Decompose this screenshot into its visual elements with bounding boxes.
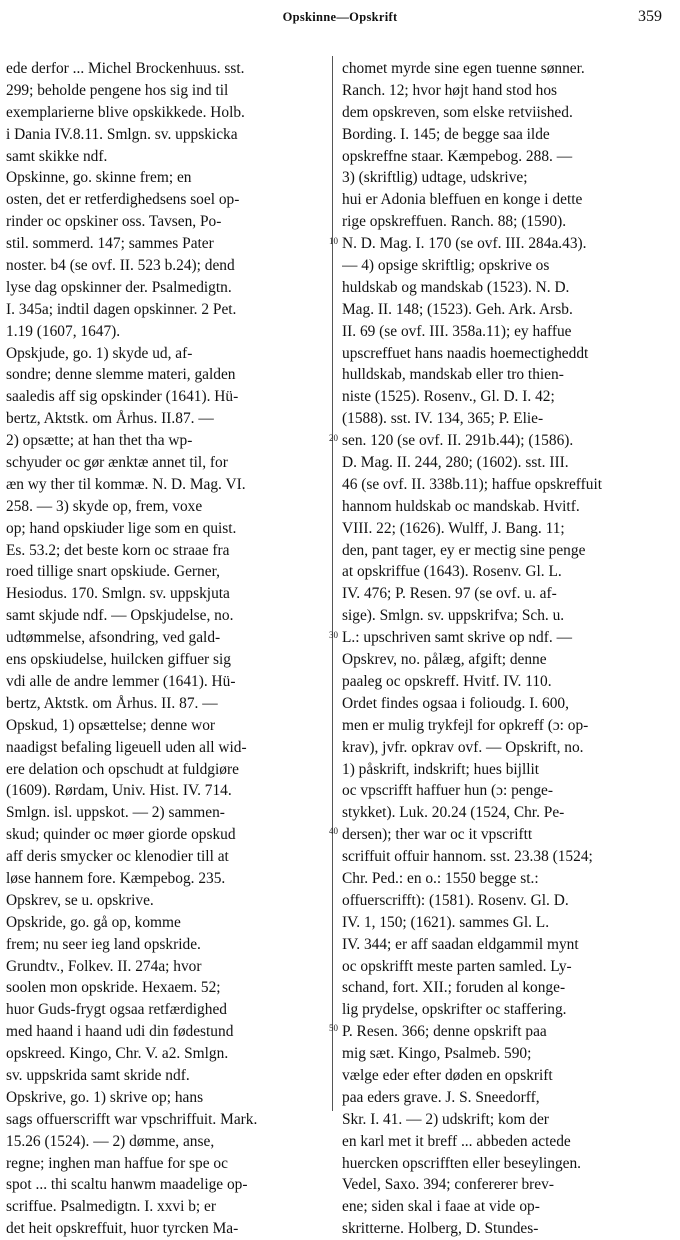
text-line: frem; nu seer ieg land opskride. [6,935,201,953]
text-line: ede derfor ... Michel Brockenhuus. sst. [6,60,245,77]
text-line: huldskab og mandskab (1523). N. D. [342,278,570,296]
text-line: saaledis aff sig opskinder (1641). Hü- [6,388,239,406]
text-line: lig prydelse, opskrifter oc staffering. [342,1001,567,1019]
text-line: paaleg oc opskreff. Hvitf. IV. 110. [342,672,552,690]
running-head [0,4,680,32]
text-line: naadigst befaling ligeuell uden all wid- [6,738,247,756]
text-line: æn wy ther til kommæ. N. D. Mag. VI. [6,475,246,493]
text-line: exemplarierne blive opskikkede. Holb. [6,103,245,121]
text-line: 3) (skriftlig) udtage, udskrive; [342,169,528,187]
text-line: Mag. II. 148; (1523). Geh. Ark. Arsb. [342,300,573,318]
running-title: Opskinne—Opskrift [282,10,398,24]
text-line: skritterne. Holberg, D. Stundes- [342,1220,539,1238]
line-marker: 30 [329,630,338,640]
text-line: IV. 1, 150; (1621). sammes Gl. L. [342,913,550,931]
text-line: med haand i haand udi din fødestund [6,1023,234,1041]
text-line: 1) påskrift, indskrift; hues bijllit [342,760,540,778]
text-line: upscreffuet hans naadis hoemectigheddt [342,344,589,362]
text-line: Opskud, 1) opsættelse; denne wor [6,716,216,734]
text-line: hannom huldskab oc mandskab. Hvitf. [342,497,580,515]
text-line: sen. 120 (se ovf. II. 291b.44); (1586). [342,432,574,450]
text-line: Ranch. 12; hvor højt hand stod hos [342,81,558,99]
text-line: samt skikke ndf. [6,147,108,165]
text-line: huercken opscrifften eller beseylingen. [342,1154,582,1172]
text-line: oc vpscrifft haffuer hun (ɔ: penge- [342,782,553,800]
text-line: Opskride, go. gå op, komme [6,913,181,931]
text-line: offuerscrifft): (1581). Rosenv. Gl. D. [342,891,569,909]
line-marker: 10 [329,236,338,246]
line-marker: 20 [329,433,338,443]
text-line: ene; siden skal i faae at vide op- [342,1198,540,1216]
text-line: paa eders grave. J. S. Sneedorff, [342,1088,540,1106]
text-line: 258. — 3) skyde op, frem, voxe [6,497,203,515]
text-line: II. 69 (se ovf. III. 358a.11); ey haffue [342,322,572,340]
text-line: op; hand opskiuder lige som en quist. [6,519,237,537]
text-line: Ordet findes ogsaa i folioudg. I. 600, [342,694,569,712]
text-line: løse hannem fore. Kæmpebog. 235. [6,869,226,887]
text-line: osten, det er retferdighedsens soel op- [6,191,240,209]
text-line: Vedel, Saxo. 394; confererer brev- [342,1176,554,1194]
text-line: spot ... thi scaltu hanwm maadelige op- [6,1176,248,1194]
text-line: Smlgn. isl. uppskot. — 2) sammen- [6,804,225,822]
text-line: IV. 476; P. Resen. 97 (se ovf. u. af- [342,585,557,603]
text-line: niste (1525). Rosenv., Gl. D. I. 42; [342,388,555,406]
text-line: schyuder oc gør ænktæ annet til, for [6,454,228,472]
text-line: Hesiodus. 170. Smlgn. sv. uppskjuta [6,585,230,603]
text-line: Opskrev, no. pålæg, afgift; denne [342,651,547,669]
text-line: (1609). Rørdam, Univ. Hist. IV. 714. [6,782,232,800]
text-line: bertz, Aktstk. om Århus. II.87. — [6,410,214,428]
text-line: rige opskreffuen. Ranch. 88; (1590). [342,213,567,231]
text-line: 2) opsætte; at han thet tha wp- [6,432,193,450]
text-line: Bording. I. 145; de begge saa ilde [342,125,550,143]
text-line: scriffue. Psalmedigtn. I. xxvi b; er [6,1198,217,1216]
text-line: opskreffne staar. Kæmpebog. 288. — [342,147,573,165]
text-line: det heit opskreffuit, huor tyrcken Ma- [6,1220,239,1238]
text-line: Opskinne, go. skinne frem; en [6,169,192,187]
text-line: vælge eder efter døden en opskrift [342,1066,553,1084]
text-line: aff deris smycker oc klenodier till at [6,848,229,866]
text-line: bertz, Aktstk. om Århus. II. 87. — [6,694,218,712]
text-line: 46 (se ovf. II. 338b.11); haffue opskreffuit [342,475,603,493]
text-line: huor Guds-frygt ogsaa retfærdighed [6,1001,227,1019]
text-line: IV. 344; er aff saadan eldgammil mynt [342,935,579,953]
text-line: stil. sommerd. 147; sammes Pater [6,235,214,253]
text-line: en karl met it breff ... abbeden actede [342,1132,571,1150]
text-line: men er mulig trykfejl for opkreff (ɔ: op- [342,716,589,734]
text-line: den, pant tager, ey er mectig sine penge [342,541,586,559]
text-line: stykket). Luk. 20.24 (1524, Chr. Pe- [342,804,565,822]
text-line: — 4) opsige skriftlig; opskrive os [342,257,550,275]
text-line: dersen); ther war oc it vpscriftt [342,826,533,844]
text-line: schand, fort. XII.; foruden al konge- [342,979,566,997]
text-line: soolen mon opskride. Hexaem. 52; [6,979,221,997]
text-line: dem opskreven, som elske retviished. [342,103,573,121]
text-line: VIII. 22; (1626). Wulff, J. Bang. 11; [342,519,565,537]
text-line: i Dania IV.8.11. Smlgn. sv. uppskicka [6,125,238,143]
text-line: skud; quinder oc møer giorde opskud [6,826,236,844]
text-line: samt skjude ndf. — Opskjudelse, no. [6,607,234,625]
page-number: 359 [638,8,662,25]
text-line: vdi alle de andre lemmer (1641). Hü- [6,672,236,690]
column-divider [332,56,333,1111]
text-line: 299; beholde pengene hos sig ind til [6,81,229,99]
text-line: Chr. Ped.: en o.: 1550 begge st.: [342,869,539,887]
text-line: scriffuit offuir hannom. sst. 23.38 (1524; [342,848,593,866]
text-line: D. Mag. II. 244, 280; (1602). sst. III. [342,454,569,472]
text-line: lyse dag opskinner der. Psalmedigtn. [6,278,232,296]
text-line: Grundtv., Folkev. II. 274a; hvor [6,957,202,975]
text-line: hui er Adonia bleffuen en konge i dette [342,191,583,209]
text-line: sondre; denne slemme materi, galden [6,366,236,384]
text-line: hulldskab, mandskab eller tro thien- [342,366,564,384]
text-line: regne; inghen man haffue for spe oc [6,1154,228,1172]
text-line: Es. 53.2; det beste korn oc straae fra [6,541,230,559]
text-line: Opskrev, se u. opskrive. [6,891,154,909]
text-line: ere delation och opschudt at fuldgiøre [6,760,239,778]
text-line: ens opskiudelse, huilcken giffuer sig [6,651,231,669]
text-line: sv. uppskrida samt skride ndf. [6,1066,190,1084]
line-marker: 40 [329,826,338,836]
text-line: L.: upschriven samt skrive op ndf. — [342,629,572,647]
text-line: Opskrive, go. 1) skrive op; hans [6,1088,204,1106]
right-column [342,58,660,1240]
text-line: mig sæt. Kingo, Psalmeb. 590; [342,1045,532,1063]
text-line: oc opskrifft meste parten samled. Ly- [342,957,572,975]
text-line: Opskjude, go. 1) skyde ud, af- [6,344,193,362]
text-line: rinder oc opskiner oss. Tavsen, Po- [6,213,222,231]
text-line: N. D. Mag. I. 170 (se ovf. III. 284a.43). [342,235,587,253]
text-line: I. 345a; indtil dagen opskinner. 2 Pet. [6,300,237,318]
text-line: noster. b4 (se ovf. II. 523 b.24); dend [6,257,235,275]
left-column [6,58,324,1240]
text-line: roed tillige snart opskiude. Gerner, [6,563,220,581]
text-line: at opskriffue (1643). Rosenv. Gl. L. [342,563,562,581]
text-line: P. Resen. 366; denne opskrift paa [342,1023,547,1041]
text-line: krav), jvfr. opkrav ovf. — Opskrift, no. [342,738,584,756]
text-line: udtømmelse, afsondring, ved gald- [6,629,221,647]
text-line: (1588). sst. IV. 134, 365; P. Elie- [342,410,544,428]
text-line: opskreed. Kingo, Chr. V. a2. Smlgn. [6,1045,229,1063]
text-line: 15.26 (1524). — 2) dømme, anse, [6,1132,215,1150]
text-line: chomet myrde sine egen tuenne sønner. [342,60,585,77]
text-line: sags offuerscrifft war vpschriffuit. Mark. [6,1110,258,1128]
text-line: Skr. I. 41. — 2) udskrift; kom der [342,1110,549,1128]
line-marker: 50 [329,1023,338,1033]
text-line: 1.19 (1607, 1647). [6,322,121,340]
text-line: sige). Smlgn. sv. uppskrifva; Sch. u. [342,607,565,625]
